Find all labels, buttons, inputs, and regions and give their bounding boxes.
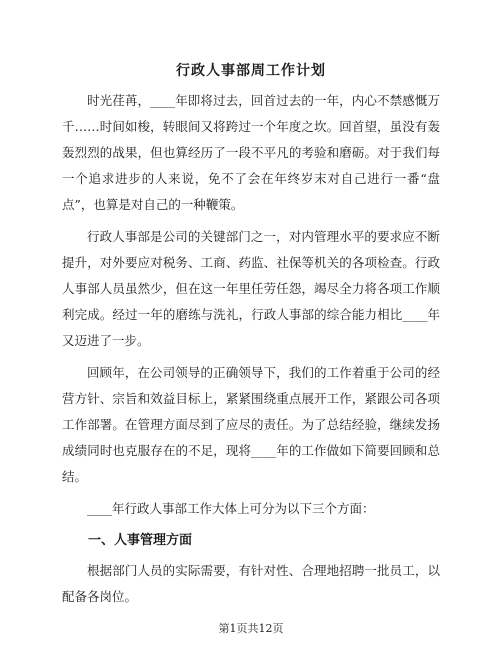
section-heading-personnel: 一、人事管理方面 — [88, 533, 193, 548]
paragraph-intro: 时光荏苒，____年即将过去，回首过去的一年，内心不禁感慨万千……时间如梭，转眼间又将跨过一个年度之坎。回首望，虽没有轰轰烈烈的战果，但也算经历了一段不平凡的考验和磨砺。对于我们每一个追求进步的人来说，免不了会在年终岁末对自己进行一番“盘点”，也算是对自己的一种鞭策。 — [62, 93, 440, 212]
document-title: 行政人事部周工作计划 — [176, 63, 326, 79]
paragraph-department: 行政人事部是公司的关键部门之一，对内管理水平的要求应不断提升，对外要应对税务、工商、药监、社保等机关的各项检查。行政人事部人员虽然少，但在这一年里任劳任怨，竭尽全力将各项工作顺利完成。经过一年的磨练与洗礼，行政人事部的综合能力相比____年又迈进了一步。 — [62, 229, 440, 348]
paragraph-overview: ____年行政人事部工作大体上可分为以下三个方面： — [87, 501, 375, 516]
paragraph-review: 回顾年，在公司领导的正确领导下，我们的工作着重于公司的经营方针、宗旨和效益目标上，紧紧围绕重点展开工作，紧跟公司各项工作部署。在管理方面尽到了应尽的责任。为了总结经验，继续发扬成绩同时也克服存在的不足，现将____年的工作做如下简要回顾和总结。 — [62, 365, 440, 484]
page-number-footer: 第1页共12页 — [218, 622, 284, 635]
paragraph-personnel: 根据部门人员的实际需要，有针对性、合理地招聘一批员工，以配备各岗位。 — [62, 563, 440, 604]
document-body — [62, 88, 440, 616]
